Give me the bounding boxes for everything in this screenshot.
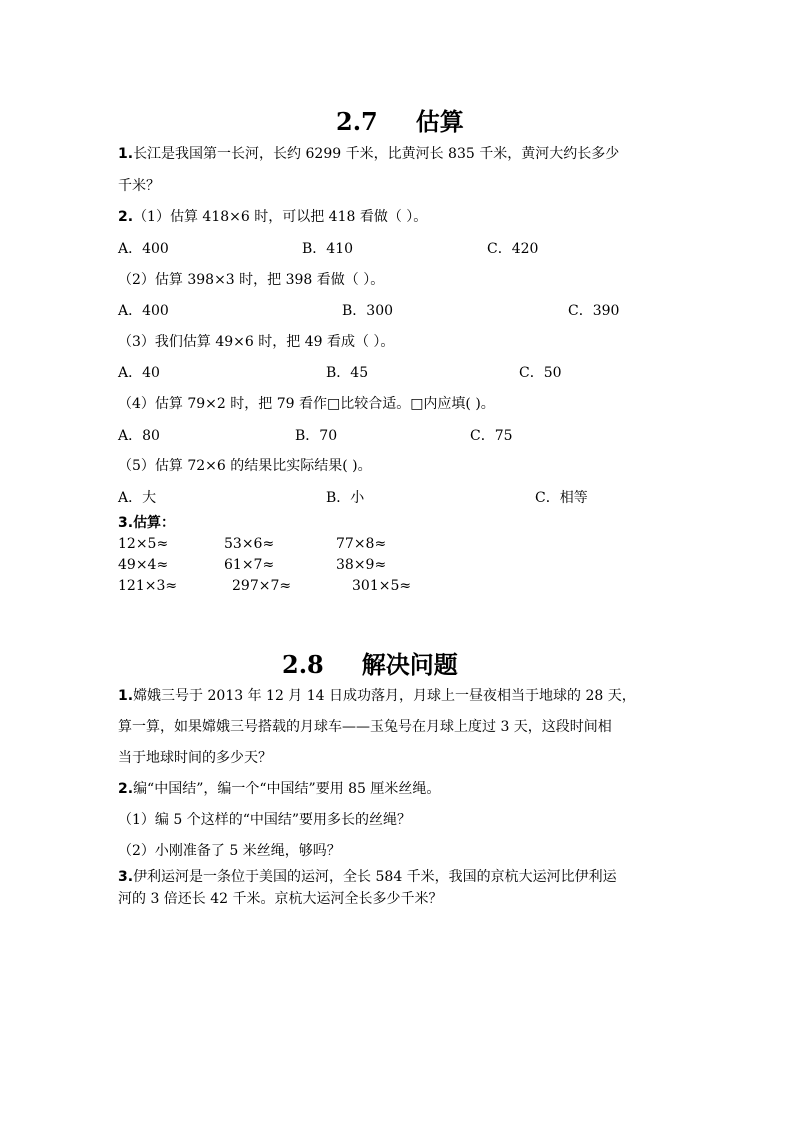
q2-part5-stem: （5）估算 72×6 的结果比实际结果( )。 <box>118 458 372 474</box>
estimate-item: 38×9≈ <box>336 557 387 573</box>
option-b: B．小 <box>326 490 365 506</box>
q1-line1 <box>118 144 619 164</box>
option-c: C．相等 <box>535 490 588 506</box>
q2-line1 <box>118 779 440 799</box>
question-text: 长江是我国第一长河，长约 6299 千米，比黄河长 835 千米，黄河大约长多少 <box>133 146 620 162</box>
question-text: 编“中国结”，编一个“中国结”要用 85 厘米丝绳。 <box>133 781 441 797</box>
question-number: 1. <box>118 688 134 704</box>
option-a: A．80 <box>118 428 160 444</box>
estimate-item: 61×7≈ <box>224 557 275 573</box>
option-c: C．390 <box>568 303 620 319</box>
q1-line2: 算一算，如果嫦娥三号搭载的月球车——玉兔号在月球上度过 3 天，这段时间相 <box>118 719 612 735</box>
estimate-item: 121×3≈ <box>118 578 178 594</box>
q2-sub2: （2）小刚准备了 5 米丝绳，够吗？ <box>118 843 341 859</box>
q2-part1-stem <box>118 207 427 227</box>
option-c: C．50 <box>519 365 562 381</box>
q3-label <box>118 514 175 532</box>
option-c: C．420 <box>487 241 539 257</box>
option-a: A．400 <box>118 303 169 319</box>
q1-line2: 千米？ <box>118 178 160 194</box>
estimate-item: 77×8≈ <box>336 536 387 552</box>
question-label: 估算： <box>133 515 176 531</box>
estimate-item: 297×7≈ <box>232 578 292 594</box>
option-a: A．大 <box>118 490 157 506</box>
question-number: 2. <box>118 209 134 225</box>
q3-line1 <box>118 867 617 887</box>
question-number: 3. <box>118 869 134 885</box>
option-b: B．300 <box>342 303 394 319</box>
question-number: 1. <box>118 146 134 162</box>
q2-sub1: （1）编 5 个这样的“中国结”要用多长的丝绳？ <box>118 812 412 828</box>
q2-part2-stem: （2）估算 398×3 时，把 398 看做（ ）。 <box>118 272 385 288</box>
section-number: 2.8 <box>282 650 324 679</box>
estimate-item: 53×6≈ <box>224 536 275 552</box>
question-text: 伊利运河是一条位于美国的运河，全长 584 千米，我国的京杭大运河比伊利运 <box>133 869 617 885</box>
option-b: B．70 <box>295 428 338 444</box>
option-c: C．75 <box>470 428 513 444</box>
question-number: 3. <box>118 515 134 531</box>
q3-line2: 河的 3 倍还长 42 千米。京杭大运河全长多少千米？ <box>118 891 443 907</box>
estimate-item: 12×5≈ <box>118 536 169 552</box>
option-b: B．45 <box>326 365 369 381</box>
section-title-2-7 <box>336 102 464 137</box>
option-b: B．410 <box>302 241 354 257</box>
section-name: 解决问题 <box>361 650 458 679</box>
section-number: 2.7 <box>336 107 378 136</box>
question-text: （1）估算 418×6 时，可以把 418 看做（ ）。 <box>133 209 428 225</box>
estimate-item: 301×5≈ <box>352 578 412 594</box>
question-text: 嫦娥三号于 2013 年 12 月 14 日成功落月，月球上一昼夜相当于地球的 28 天， <box>133 688 636 704</box>
option-a: A．40 <box>118 365 160 381</box>
estimate-item: 49×4≈ <box>118 557 169 573</box>
section-name: 估算 <box>415 107 464 136</box>
section-title-2-8 <box>282 645 458 680</box>
q1-line1 <box>118 686 636 706</box>
q2-part3-stem: （3）我们估算 49×6 时，把 49 看成（ ）。 <box>118 334 395 350</box>
option-a: A．400 <box>118 241 169 257</box>
question-number: 2. <box>118 781 134 797</box>
q1-line3: 当于地球时间的多少天？ <box>118 750 272 766</box>
q2-part4-stem: （4）估算 79×2 时，把 79 看作□比较合适。□内应填( )。 <box>118 396 495 412</box>
